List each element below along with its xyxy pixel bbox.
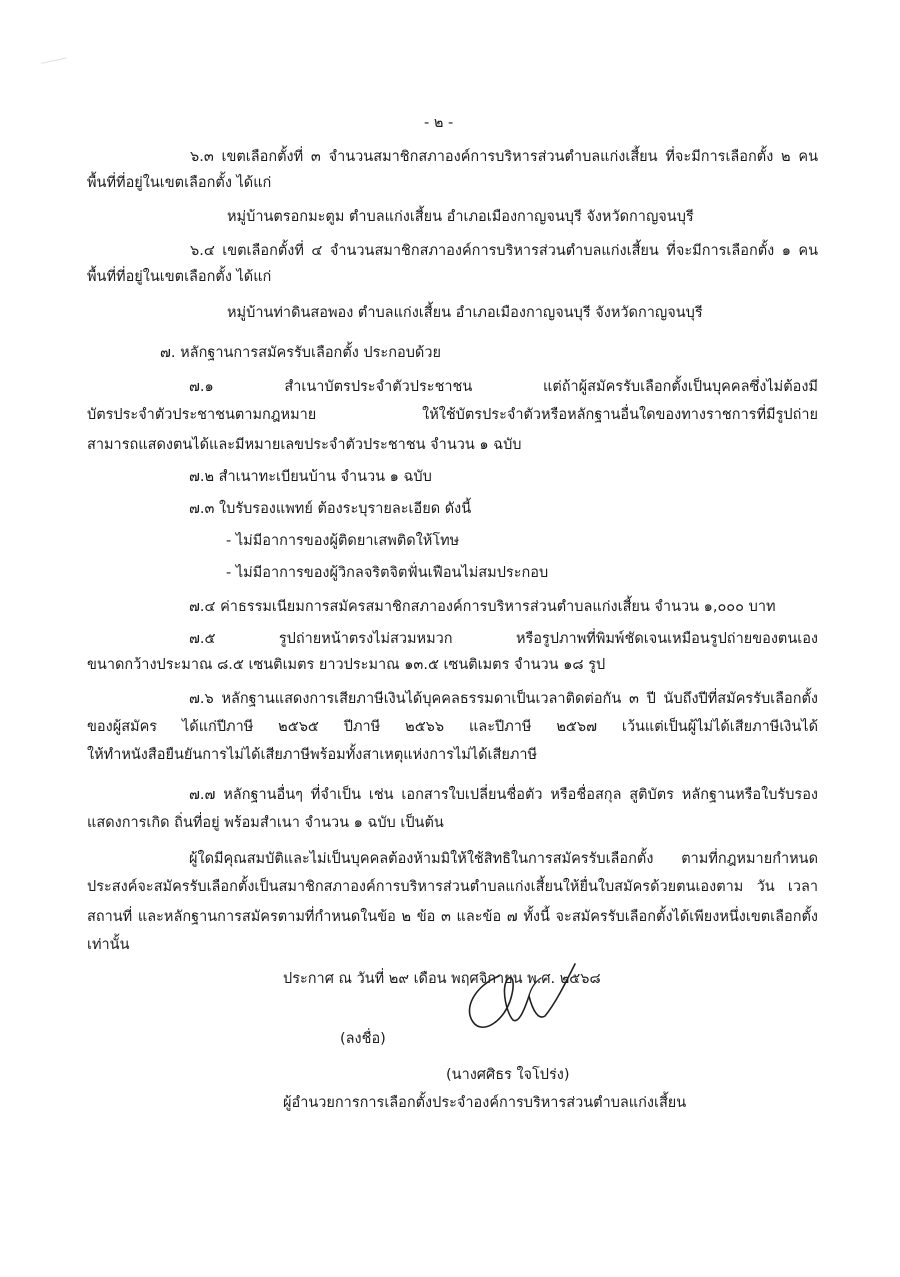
section-7-7-line-2: แสดงการเกิด ถิ่นที่อยู่ พร้อมสำเนา จำนวน ๑ ฉบับ เป็นต้น xyxy=(87,815,444,831)
scan-smudge xyxy=(41,57,69,73)
page-number: - ๒ - xyxy=(424,115,454,131)
section-6-3-line-1: ๖.๓ เขตเลือกตั้งที่ ๓ จำนวนสมาชิกสภาองค์การบริหารส่วนตำบลแก่งเสี้ยน ที่จะมีการเลือกตั้ง ๒ คน xyxy=(190,149,818,165)
section-7-1-line-3: สามารถแสดงตนได้และมีหมายเลขประจำตัวประชาชน จำนวน ๑ ฉบับ xyxy=(87,437,522,453)
section-7-4: ๗.๔ ค่าธรรมเนียมการสมัครสมาชิกสภาองค์การบริหารส่วนตำบลแก่งเสี้ยน จำนวน ๑,๐๐๐ บาท xyxy=(189,599,776,615)
section-7-5-line-2: ขนาดกว้างประมาณ ๘.๕ เซนติเมตร ยาวประมาณ ๑๓.๕ เซนติเมตร จำนวน ๑๘ รูป xyxy=(87,657,606,673)
section-7-heading: ๗. หลักฐานการสมัครรับเลือกตั้ง ประกอบด้วย xyxy=(160,345,441,361)
section-7-3-item-a: - ไม่มีอาการของผู้ติดยาเสพติดให้โทษ xyxy=(226,533,460,549)
section-6-3-line-2: พื้นที่ที่อยู่ในเขตเลือกตั้ง ได้แก่ xyxy=(87,175,272,191)
section-6-3-area: หมู่บ้านตรอกมะตูม ตำบลแก่งเสี้ยน อำเภอเมืองกาญจนบุรี จังหวัดกาญจนบุรี xyxy=(227,209,694,225)
section-7-6-line-2: ของผู้สมัคร ได้แก่ปีภาษี ๒๕๖๕ ปีภาษี ๒๕๖๖ และปีภาษี ๒๕๖๗ เว้นแต่เป็นผู้ไม่ได้เสียภาษีเงินได้ xyxy=(87,719,818,735)
section-7-7-line-1: ๗.๗ หลักฐานอื่นๆ ที่จำเป็น เช่น เอกสารใบเปลี่ยนชื่อตัว หรือชื่อสกุล สูติบัตร หลักฐานหรือใบรับรอง xyxy=(189,787,818,803)
closing-line-2: ประสงค์จะสมัครรับเลือกตั้งเป็นสมาชิกสภาองค์การบริหารส่วนตำบลแก่งเสี้ยนให้ยื่นใบสมัครด้วยตนเองตาม วัน เวลา xyxy=(87,879,818,895)
announcement-date: ประกาศ ณ วันที่ ๒๙ เดือน พฤศจิกายน พ.ศ. ๒๕๖๘ xyxy=(283,971,601,987)
section-7-1-line-2: บัตรประจำตัวประชาชนตามกฎหมาย ให้ใช้บัตรประจำตัวหรือหลักฐานอื่นใดของทางราชการที่มีรูปถ่าย xyxy=(87,407,818,423)
signer-name: (นางศศิธร ใจโปร่ง) xyxy=(446,1067,570,1083)
section-7-2: ๗.๒ สำเนาทะเบียนบ้าน จำนวน ๑ ฉบับ xyxy=(189,469,432,485)
closing-line-3: สถานที่ และหลักฐานการสมัครตามที่กำหนดในข้อ ๒ ข้อ ๓ และข้อ ๗ ทั้งนี้ จะสมัครรับเลือกตั้งได้เพียงหนึ่งเขตเลือกตั้ง xyxy=(87,909,818,925)
section-7-3-item-b: - ไม่มีอาการของผู้วิกลจริตจิตฟั่นเฟือนไม่สมประกอบ xyxy=(226,565,549,581)
closing-line-4: เท่านั้น xyxy=(87,937,130,953)
section-7-6-line-3: ให้ทำหนังสือยืนยันการไม่ได้เสียภาษีพร้อมทั้งสาเหตุแห่งการไม่ได้เสียภาษี xyxy=(87,747,538,763)
section-6-4-line-2: พื้นที่ที่อยู่ในเขตเลือกตั้ง ได้แก่ xyxy=(87,269,272,285)
section-6-4-area: หมู่บ้านท่าดินสอพอง ตำบลแก่งเสี้ยน อำเภอเมืองกาญจนบุรี จังหวัดกาญจนบุรี xyxy=(227,305,703,321)
section-7-5-line-1: ๗.๕ รูปถ่ายหน้าตรงไม่สวมหมวก หรือรูปภาพที่พิมพ์ชัดเจนเหมือนรูปถ่ายของตนเอง xyxy=(189,631,818,647)
signer-title: ผู้อำนวยการการเลือกตั้งประจำองค์การบริหารส่วนตำบลแก่งเสี้ยน xyxy=(283,1095,687,1111)
section-7-1-line-1: ๗.๑ สำเนาบัตรประจำตัวประชาชน แต่ถ้าผู้สมัครรับเลือกตั้งเป็นบุคคลซึ่งไม่ต้องมี xyxy=(189,379,818,395)
sign-label: (ลงชื่อ) xyxy=(340,1031,386,1047)
section-6-4-line-1: ๖.๔ เขตเลือกตั้งที่ ๔ จำนวนสมาชิกสภาองค์การบริหารส่วนตำบลแก่งเสี้ยน ที่จะมีการเลือกตั้ง ๑ คน xyxy=(190,243,818,259)
section-7-3: ๗.๓ ใบรับรองแพทย์ ต้องระบุรายละเอียด ดังนี้ xyxy=(189,501,472,517)
section-7-6-line-1: ๗.๖ หลักฐานแสดงการเสียภาษีเงินได้บุคคลธรรมดาเป็นเวลาติดต่อกัน ๓ ปี นับถึงปีที่สมัครรับเลือกตั้ง xyxy=(189,691,818,707)
closing-line-1: ผู้ใดมีคุณสมบัติและไม่เป็นบุคคลต้องห้ามมิให้ใช้สิทธิในการสมัครรับเลือกตั้ง ตามที่กฎหมายกำหนด xyxy=(189,851,818,867)
handwritten-signature-icon xyxy=(455,958,585,1048)
